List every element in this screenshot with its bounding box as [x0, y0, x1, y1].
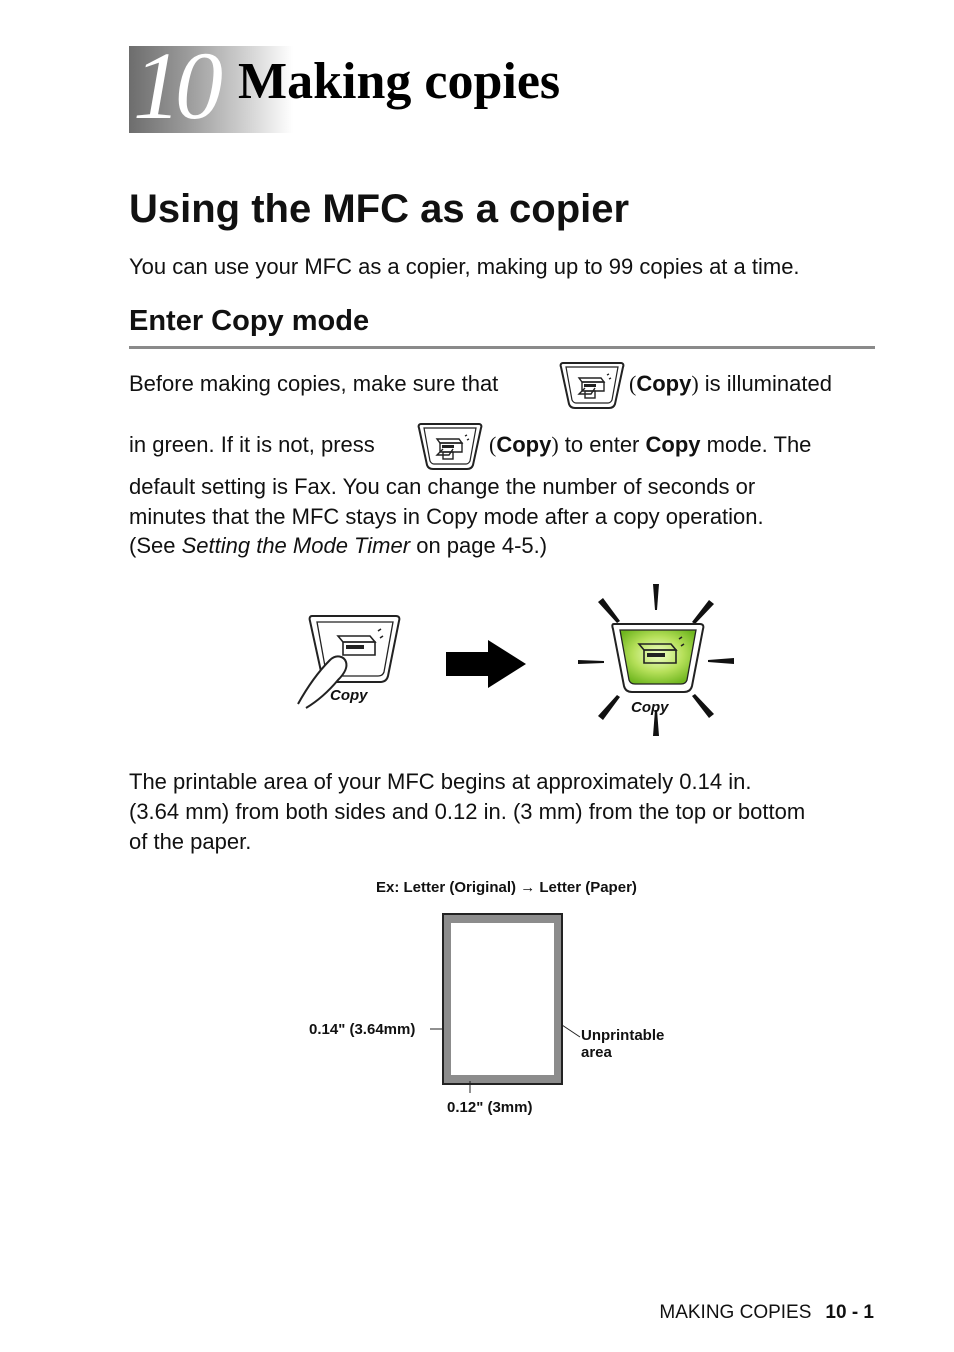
copy-mode-line-2	[129, 432, 375, 458]
page-footer	[659, 1302, 874, 1324]
line2-pre: in green. If it is not, press	[129, 432, 375, 457]
mode-timer-reference: Setting the Mode Timer	[181, 533, 411, 558]
printable-line-1: The printable area of your MFC begins at approximately 0.14 in.	[129, 769, 752, 794]
copy-mode-line-2-after: (Copy) to enter Copy mode. The	[489, 432, 812, 457]
copy-mode-line-1	[129, 371, 498, 397]
footer-section: MAKING COPIES	[659, 1302, 812, 1323]
unprintable-area-label: Unprintable area	[581, 1027, 665, 1062]
line1-post: is illuminated	[704, 371, 832, 396]
copy-mode-line-3: default setting is Fax. You can change the number of seconds or	[129, 474, 756, 499]
side-margin-label: 0.14" (3.64mm)	[309, 1021, 416, 1038]
copy-key-lit-icon	[612, 624, 703, 692]
copy-mode-line-5: (See Setting the Mode Timer on page 4-5.)	[129, 533, 548, 558]
line2-mid: to enter	[564, 432, 640, 457]
paper-margin-diagram	[420, 905, 610, 1100]
printable-line-2: (3.64 mm) from both sides and 0.12 in. (3 mm) from the top or bottom	[129, 799, 806, 824]
copy-word-1: Copy	[636, 371, 692, 396]
printable-area	[451, 923, 554, 1075]
copy-key-icon	[415, 419, 485, 473]
copy-mode-line-4: minutes that the MFC stays in Copy mode after a copy operation.	[129, 504, 764, 529]
right-arrow-icon	[446, 640, 526, 688]
copy-mode-line-1-after: (Copy) is illuminated	[629, 371, 832, 396]
copy-word-2: Copy	[496, 432, 552, 457]
subsection-title: Enter Copy mode	[129, 305, 370, 337]
copy-key-illustration	[290, 576, 750, 746]
diagram-caption: Ex: Letter (Original) → Letter (Paper)	[376, 879, 637, 896]
copy-word-3: Copy	[645, 432, 701, 457]
line1-pre: Before making copies, make sure that	[129, 371, 499, 396]
page-number: 10 - 1	[825, 1302, 874, 1323]
chapter-title: Making copies	[238, 53, 561, 110]
subsection-rule	[129, 346, 875, 349]
printable-line-3: of the paper.	[129, 829, 252, 854]
right-copy-label: Copy	[631, 699, 669, 716]
left-copy-label: Copy	[330, 687, 368, 704]
line2-post: mode. The	[706, 432, 812, 457]
section-title: Using the MFC as a copier	[129, 187, 630, 231]
chapter-number: 10	[133, 32, 217, 139]
copy-key-icon	[557, 358, 627, 412]
bottom-margin-label: 0.12" (3mm)	[447, 1099, 533, 1116]
section-intro: You can use your MFC as a copier, making up to 99 copies at a time.	[129, 254, 800, 279]
arrow-right-icon: →	[520, 879, 536, 896]
